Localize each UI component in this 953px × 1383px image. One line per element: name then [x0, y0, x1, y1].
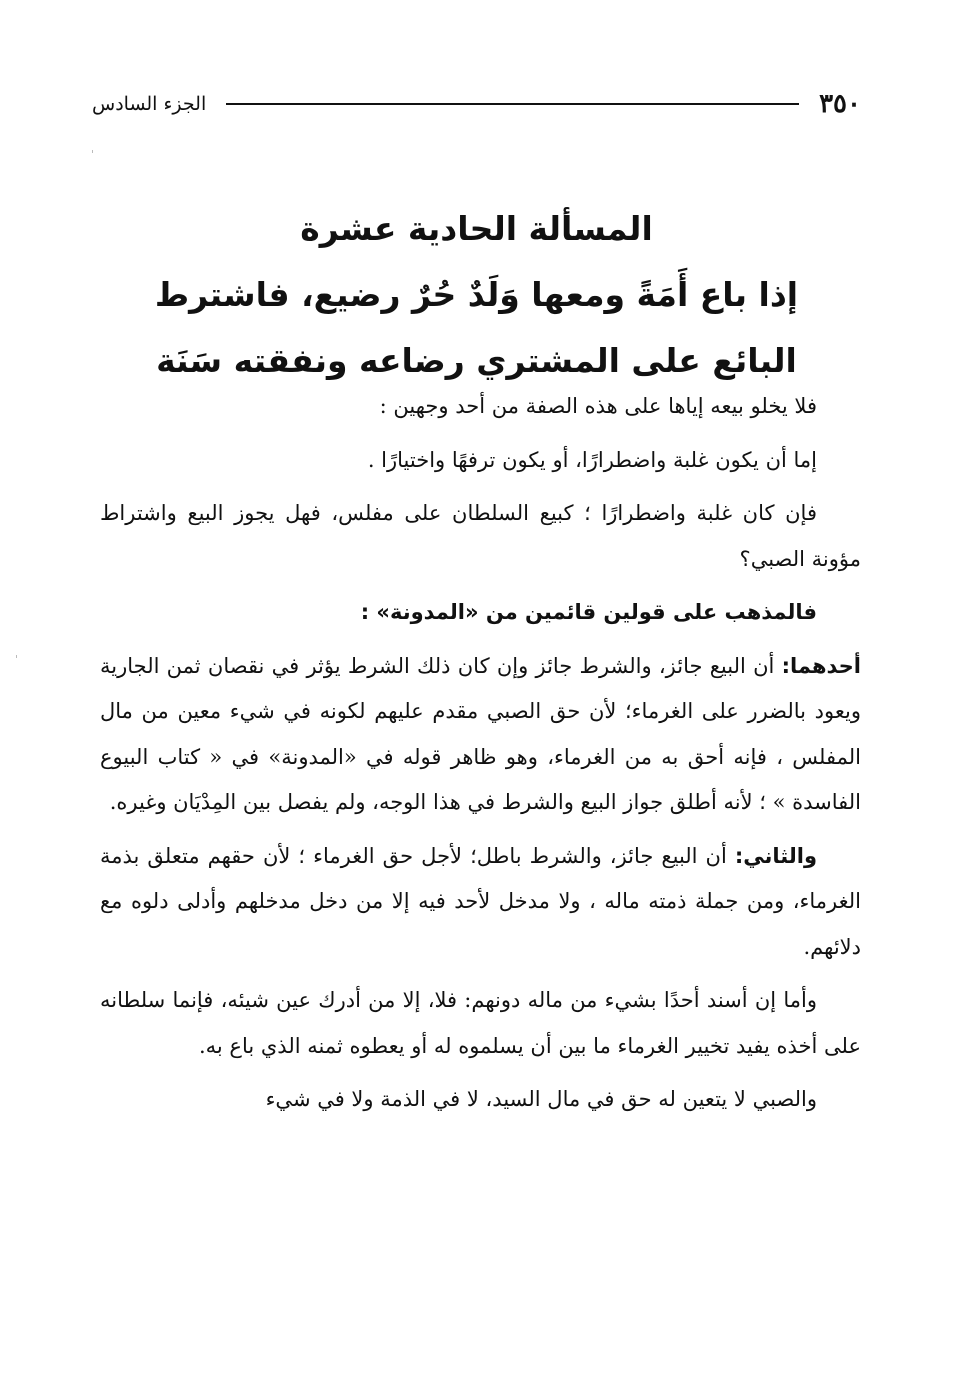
title-line-2: إذا باع أَمَةً ومعها وَلَدٌ حُرٌ رضيع، فاشترط	[154, 275, 799, 314]
body-text	[100, 384, 861, 1131]
running-head: الجزء السادس	[92, 93, 207, 115]
paragraph-6-lead: والثاني:	[734, 843, 817, 868]
paragraph-4: فالمذهب على قولين قائمين من «المدونة» :	[360, 600, 817, 624]
paragraph-5-text: أن البيع جائز، والشرط جائز وإن كان ذلك الشرط يؤثر في نقصان ثمن الجارية ويعود بالضرر على الغرماء؛ لأن حق الصبي مقدم عليهم لكونه في شيء معين من مال المفلس ، فإنه أحق به من الغرماء، وهو ظاهر قوله في «المدونة» في « كتاب البيوع الفاسدة » ؛ لأنه أطلق جواز البيع والشرط في هذا الوجه، ولم يفصل بين المِدْيَان وغيره.	[100, 653, 861, 814]
paragraph-6-text: أن البيع جائز، والشرط باطل؛ لأجل حق الغرماء ؛ لأن حقهم متعلق بذمة الغرماء، ومن جملة ذمته ماله ، ولا مدخل لأحد فيه إلا من دخل مدخلهم وأدلى دلوه مع دلائهم.	[100, 843, 861, 959]
scan-mark	[92, 150, 93, 153]
header-rule	[226, 103, 799, 105]
page-header	[92, 84, 861, 124]
paragraph-5-lead: أحدهما:	[781, 653, 861, 678]
paragraph-3: فإن كان غلبة واضطرارًا ؛ كبيع السلطان على مفلس، فهل يجوز البيع واشتراط مؤونة الصبي؟	[100, 501, 861, 571]
scan-mark	[16, 655, 17, 658]
title-line-1: المسألة الحادية عشرة	[300, 209, 653, 248]
paragraph-2: إما أن يكون غلبة واضطرارًا، أو يكون ترفهًا واختيارًا .	[367, 447, 817, 472]
paragraph-6	[100, 834, 861, 971]
paragraph-1: فلا يخلو بيعه إياها على هذه الصفة من أحد وجهين :	[379, 394, 817, 418]
chapter-title	[90, 196, 863, 394]
paragraph-7: وأما إن أسند أحدًا بشيء من ماله دونهم: فلا، إلا من أدرك عين شيئه، فإنما سلطانه على أخذه يفيد تخيير الغرماء ما بين أن يسلموه له أو يعطوه ثمنه الذي باع به.	[100, 988, 861, 1058]
page-number: ٣٥٠	[819, 89, 861, 119]
paragraph-8: والصبي لا يتعين له حق في مال السيد، لا في الذمة ولا في شيء	[265, 1087, 817, 1111]
paragraph-5	[100, 644, 861, 826]
title-line-3: البائع على المشتري رضاعه ونفقته سَنَة	[156, 341, 797, 380]
